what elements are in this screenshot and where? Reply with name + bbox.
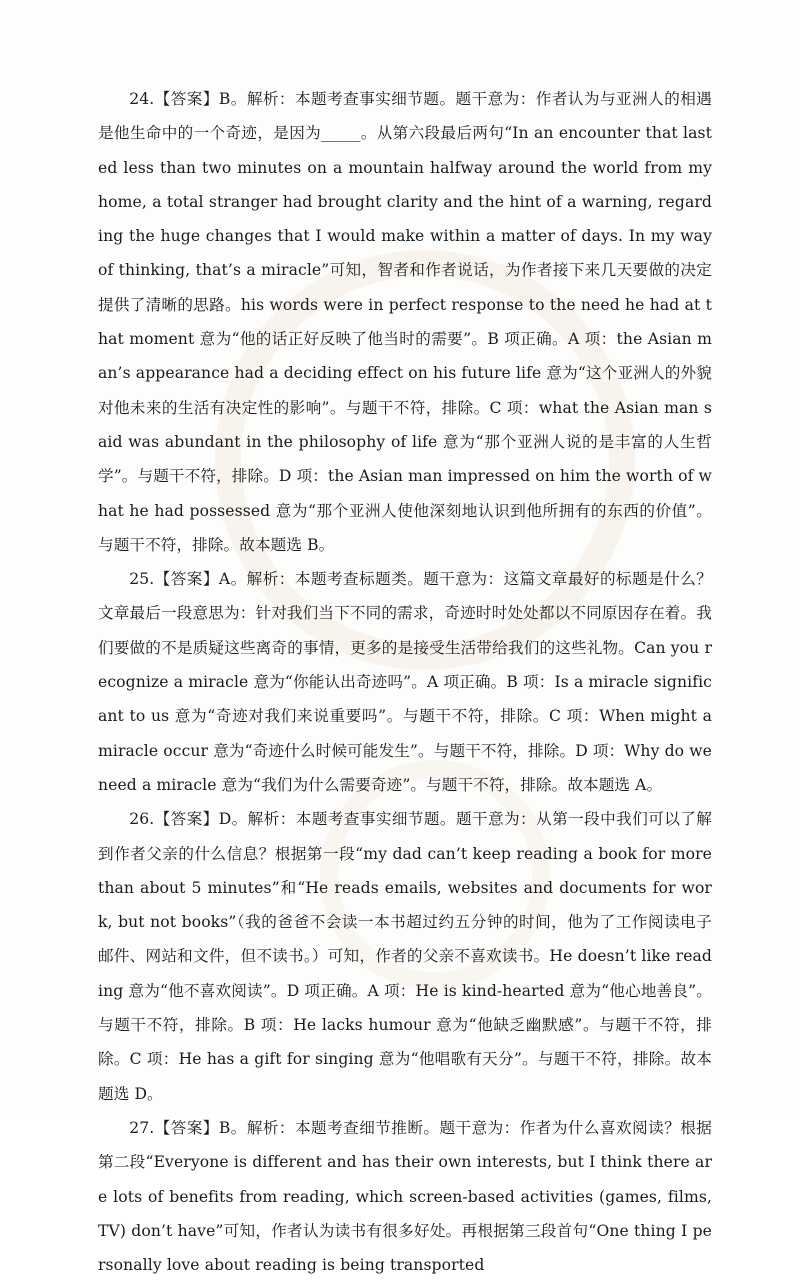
explanation-paragraph-24: 24.【答案】B。解析：本题考查事实细节题。题干意为：作者认为与亚洲人的相遇是他生命中的一个奇迹，是因为_____。从第六段最后两句“In an encounter that lasted less than two minutes on a mountain halfway around the world from my home, a total stranger had brought clarity and the hint of a warning, regarding the huge changes that I would make within a matter of days. In my way of thinking, that’s a miracle”可知，智者和作者说话，为作者接下来几天要做的决定提供了清晰的思路。his words were in perfect response to the need he had at that moment 意为“他的话正好反映了他当时的需要”。B 项正确。A 项：the Asian man’s appearance had a deciding effect on his future life 意为“这个亚洲人的外貌对他未来的生活有决定性的影响”。与题干不符，排除。C 项：what the Asian man said was abundant in the philosophy of life 意为“那个亚洲人说的是丰富的人生哲学”。与题干不符，排除。D 项：the Asian man impressed on him the worth of what he had possessed 意为“那个亚洲人使他深刻地认识到他所拥有的东西的价值”。与题干不符，排除。故本题选 B。 — [98, 90, 712, 554]
explanation-paragraph-26: 26.【答案】D。解析：本题考查事实细节题。题干意为：从第一段中我们可以了解到作者父亲的什么信息？根据第一段“my dad can’t keep reading a book for more than about 5 minutes”和“He reads emails, websites and documents for work, but not books”（我的爸爸不会读一本书超过约五分钟的时间，他为了工作阅读电子邮件、网站和文件，但不读书。）可知，作者的父亲不喜欢读书。He doesn’t like reading 意为“他不喜欢阅读”。D 项正确。A 项：He is kind-hearted 意为“他心地善良”。与题干不符，排除。B 项：He lacks humour 意为“他缺乏幽默感”。与题干不符，排除。C 项：He has a gift for singing 意为“他唱歌有天分”。与题干不符，排除。故本题选 D。 — [98, 810, 712, 1103]
explanation-paragraph-27: 27.【答案】B。解析：本题考查细节推断。题干意为：作者为什么喜欢阅读？根据第二段“Everyone is different and has their own interests, but I think there are lots of benefits from reading, which screen-based activities (games, films, TV) don’t have”可知，作者认为读书有很多好处。再根据第三段首句“One thing I personally love about reading is being transported — [98, 1118, 712, 1275]
explanation-paragraph-25: 25.【答案】A。解析：本题考查标题类。题干意为：这篇文章最好的标题是什么？文章最后一段意思为：针对我们当下不同的需求，奇迹时时处处都以不同原因存在着。我们要做的不是质疑这些离奇的事情，更多的是接受生活带给我们的这些礼物。Can you recognize a miracle 意为“你能认出奇迹吗”。A 项正确。B 项：Is a miracle significant to us 意为“奇迹对我们来说重要吗”。与题干不符，排除。C 项：When might a miracle occur 意为“奇迹什么时候可能发生”。与题干不符，排除。D 项：Why do we need a miracle 意为“我们为什么需要奇迹”。与题干不符，排除。故本题选 A。 — [98, 570, 712, 794]
answer-explanations — [98, 82, 712, 1282]
